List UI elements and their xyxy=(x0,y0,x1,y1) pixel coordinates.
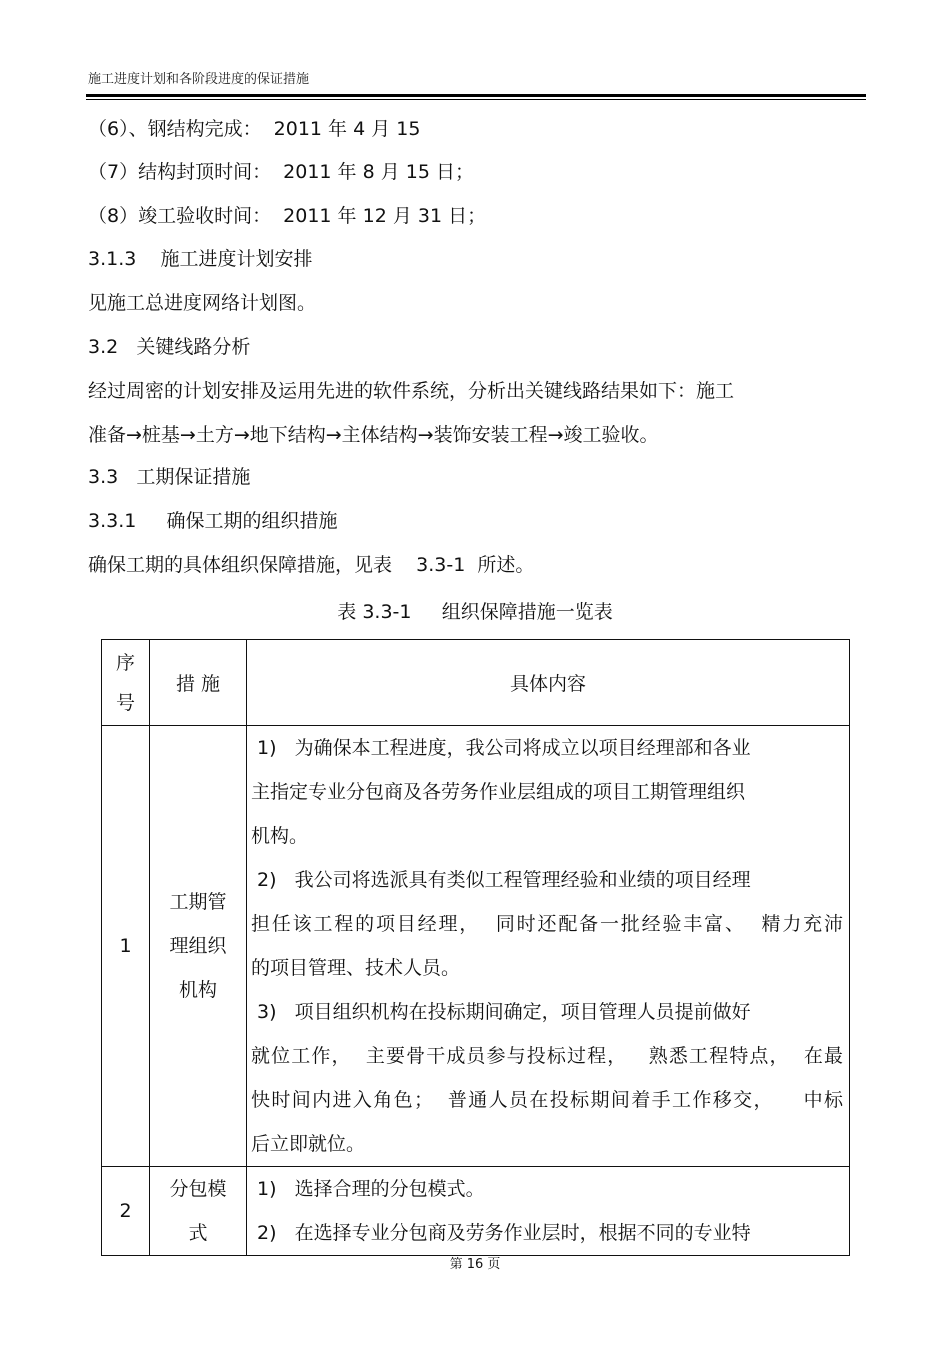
content-line: 1) 选择合理的分包模式。 xyxy=(251,1178,485,1200)
content-line: 机构。 xyxy=(251,825,309,847)
measure-line: 式 xyxy=(188,1222,208,1244)
header-rule-thick xyxy=(86,94,866,97)
row-number: 2 xyxy=(102,1167,150,1256)
header-cell-measure: 措 施 xyxy=(150,640,247,726)
row-content xyxy=(247,726,850,1167)
text-line: （7）结构封顶时间： 2011 年 8 月 15 日； xyxy=(88,161,474,183)
row-measure xyxy=(150,1167,247,1256)
text-line: 经过周密的计划安排及运用先进的软件系统，分析出关键线路结果如下：施工 xyxy=(88,380,735,402)
header-cell-no xyxy=(102,640,150,726)
measure-line: 工期管 xyxy=(169,891,227,913)
content-line: 2) 在选择专业分包商及劳务作业层时，根据不同的专业特 xyxy=(251,1222,751,1244)
content-line: 就位工作， 主要骨干成员参与投标过程， 熟悉工程特点， 在最 xyxy=(251,1045,843,1067)
section-heading: 3.3 工期保证措施 xyxy=(88,466,251,488)
measures-table xyxy=(101,639,850,1256)
text-line: 见施工总进度网络计划图。 xyxy=(88,292,317,314)
header-cell-content: 具体内容 xyxy=(247,640,850,726)
table-header-row xyxy=(102,640,850,726)
table-caption: 表 3.3-1 组织保障措施一览表 xyxy=(337,601,613,623)
header-rule-thin xyxy=(86,99,866,100)
header-no-top: 序 xyxy=(115,651,135,674)
text-line: 确保工期的具体组织保障措施，见表 3.3-1 所述。 xyxy=(88,554,535,576)
measure-line: 理组织 xyxy=(169,935,227,957)
table-row xyxy=(102,726,850,1167)
row-number: 1 xyxy=(102,726,150,1167)
row-content xyxy=(247,1167,850,1256)
text-line: 准备→桩基→土方→地下结构→主体结构→装饰安装工程→竣工验收。 xyxy=(88,424,659,446)
content-line: 主指定专业分包商及各劳务作业层组成的项目工期管理组织 xyxy=(251,781,746,803)
content-line: 1) 为确保本工程进度，我公司将成立以项目经理部和各业 xyxy=(251,737,751,759)
section-heading: 3.2 关键线路分析 xyxy=(88,336,251,358)
text-line: （6）、钢结构完成： 2011 年 4 月 15 xyxy=(88,118,421,140)
content-line: 3) 项目组织机构在投标期间确定，项目管理人员提前做好 xyxy=(251,1001,751,1023)
measure-line: 分包模 xyxy=(169,1178,227,1200)
content-line: 的项目管理、技术人员。 xyxy=(251,957,461,979)
running-header: 施工进度计划和各阶段进度的保证措施 xyxy=(88,72,310,87)
content-line: 快时间内进入角色； 普通人员在投标期间着手工作移交， 中标 xyxy=(251,1089,843,1111)
section-heading: 3.3.1 确保工期的组织措施 xyxy=(88,510,338,532)
content-line: 2) 我公司将选派具有类似工程管理经验和业绩的项目经理 xyxy=(251,869,751,891)
measure-line: 机构 xyxy=(178,979,217,1001)
text-line: （8）竣工验收时间： 2011 年 12 月 31 日； xyxy=(88,205,487,227)
content-line: 担任该工程的项目经理， 同时还配备一批经验丰富、 精力充沛 xyxy=(251,913,843,935)
row-measure xyxy=(150,726,247,1167)
section-heading: 3.1.3 施工进度计划安排 xyxy=(88,248,313,270)
header-no-bottom: 号 xyxy=(115,691,135,714)
page-number: 第 16 页 xyxy=(449,1257,501,1272)
table-row xyxy=(102,1167,850,1256)
content-line: 后立即就位。 xyxy=(251,1133,366,1155)
